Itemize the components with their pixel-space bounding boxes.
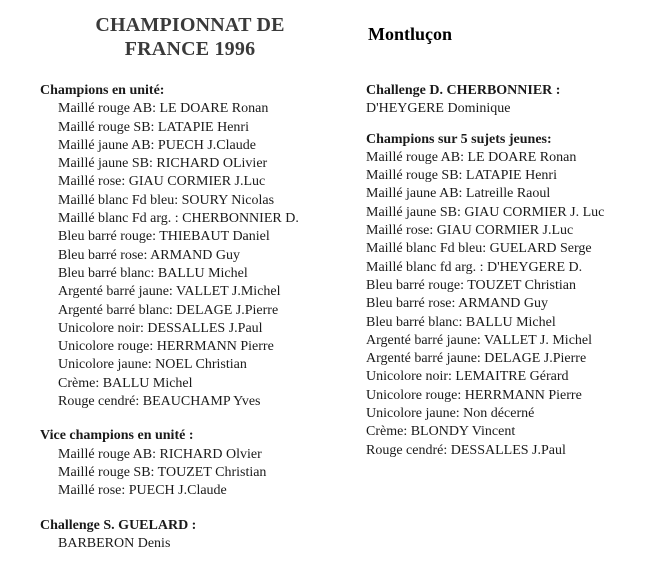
list-item: Argenté barré jaune: DELAGE J.Pierre: [366, 351, 587, 367]
list-item: Bleu barré rose: ARMAND Guy: [366, 296, 548, 312]
list-item: Argenté barré blanc: DELAGE J.Pierre: [58, 302, 279, 318]
document-title-line-1: CHAMPIONNAT DE: [95, 14, 285, 36]
list-item: Unicolore jaune: Non décerné: [366, 406, 535, 422]
list-item: Unicolore rouge: HERRMANN Pierre: [366, 387, 582, 403]
list-item: Maillé rouge SB: LATAPIE Henri: [58, 119, 249, 135]
city-label: Montluçon: [368, 24, 453, 44]
challenge-guelard-winner: BARBERON Denis: [58, 535, 171, 551]
challenge-cherbonnier-winner: D'HEYGERE Dominique: [366, 101, 511, 117]
list-item: Maillé rose: PUECH J.Claude: [58, 483, 227, 499]
list-item: Crème: BLONDY Vincent: [366, 424, 516, 440]
list-item: Maillé jaune SB: RICHARD OLivier: [58, 156, 268, 172]
list-item: Maillé jaune AB: Latreille Raoul: [366, 186, 551, 202]
list-item: Maillé blanc Fd bleu: GUELARD Serge: [366, 241, 592, 257]
list-item: Maillé rouge AB: LE DOARE Ronan: [366, 149, 577, 165]
list-item: Maillé rouge AB: RICHARD Olvier: [58, 446, 262, 462]
list-item: Bleu barré rouge: TOUZET Christian: [366, 277, 576, 293]
list-item: Maillé rose: GIAU CORMIER J.Luc: [58, 174, 266, 190]
document-title-line-2: FRANCE 1996: [124, 38, 256, 60]
list-item: Maillé blanc Fd arg. : CHERBONNIER D.: [58, 211, 299, 227]
list-item: Bleu barré rose: ARMAND Guy: [58, 247, 240, 263]
challenge-guelard-heading: Challenge S. GUELARD :: [40, 517, 197, 533]
list-item: Maillé rouge SB: LATAPIE Henri: [366, 168, 557, 184]
vice-champions-heading: Vice champions en unité :: [40, 428, 194, 444]
list-item: Maillé rose: GIAU CORMIER J.Luc: [366, 223, 574, 239]
list-item: Maillé jaune AB: PUECH J.Claude: [58, 137, 256, 153]
list-item: Maillé blanc fd arg. : D'HEYGERE D.: [366, 259, 583, 275]
list-item: Unicolore rouge: HERRMANN Pierre: [58, 339, 274, 355]
list-item: Maillé rouge AB: LE DOARE Ronan: [58, 101, 269, 117]
list-item: Rouge cendré: BEAUCHAMP Yves: [58, 394, 261, 410]
list-item: Bleu barré blanc: BALLU Michel: [366, 314, 556, 330]
challenge-cherbonnier-heading: Challenge D. CHERBONNIER :: [366, 83, 561, 98]
list-item: Unicolore noir: DESSALLES J.Paul: [58, 320, 263, 336]
list-item: Crème: BALLU Michel: [58, 375, 193, 391]
list-item: Bleu barré rouge: THIEBAUT Daniel: [58, 229, 270, 245]
list-item: Rouge cendré: DESSALLES J.Paul: [366, 442, 566, 458]
left-column: [40, 82, 350, 553]
list-item: Unicolore noir: LEMAITRE Gérard: [366, 369, 569, 385]
list-item: Bleu barré blanc: BALLU Michel: [58, 265, 248, 281]
list-item: Maillé blanc Fd bleu: SOURY Nicolas: [58, 192, 275, 208]
champions-5-jeunes-heading: Champions sur 5 sujets jeunes:: [366, 131, 552, 147]
list-item: Argenté barré jaune: VALLET J.Michel: [58, 284, 281, 300]
list-item: Unicolore jaune: NOEL Christian: [58, 357, 247, 373]
list-item: Maillé rouge SB: TOUZET Christian: [58, 464, 267, 480]
champions-unite-heading: Champions en unité:: [40, 83, 165, 98]
right-column: [366, 82, 646, 460]
list-item: Maillé jaune SB: GIAU CORMIER J. Luc: [366, 204, 605, 220]
list-item: Argenté barré jaune: VALLET J. Michel: [366, 332, 593, 348]
